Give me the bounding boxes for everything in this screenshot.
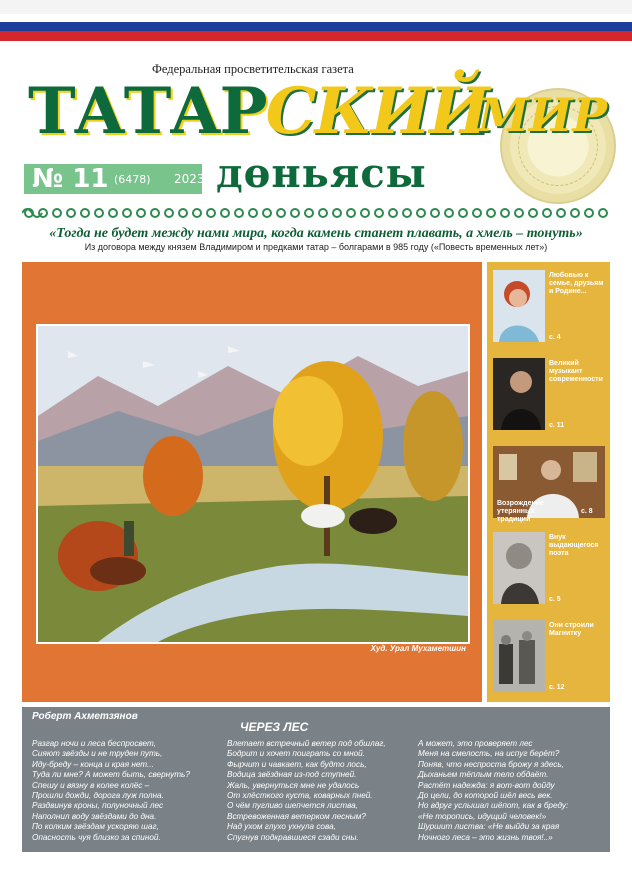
poem-line: Наполнил воду звёздами до дна. [32,811,157,821]
poem-line: Шуршит листва: «Не выйди за края [418,822,560,832]
thumb-poet-photo [493,532,545,604]
cover-painting [36,324,470,644]
flag-red-stripe [0,31,632,41]
poem-line: Туда ли мне? А может быть, свернуть? [32,770,190,780]
poem-line: «Не торопись, идущий человек!» [418,811,547,821]
poem-block [22,707,610,852]
poem-author: Роберт Ахметзянов [32,711,138,722]
poem-line: Спешу и вязну в колее колёс – [32,780,150,790]
sidebar-item-page: с. 8 [581,508,593,515]
poem-column-1 [32,739,190,843]
poem-line: Бодрит и хочет поиграть со мной. [227,749,365,759]
sidebar-item-title: Внук выдающегося поэта [549,534,599,557]
poem-line: Но вдруг услышал шёпот, как в бреду: [418,801,569,811]
painting-caption: Худ. Урал Мухаметшин [370,644,466,653]
poem-line: Водица звёздная из-под ступней. [227,770,357,780]
cover-art-frame [22,262,482,702]
poem-line: Растёт надежда: я вот-вот дойду [418,780,555,790]
poem-line: По колким звёздам ускоряю шаг, [32,822,159,832]
poem-line: Разгар ночи и леса беспросвет, [32,739,156,748]
thumb-builders-photo [493,620,545,692]
headline-quote: «Тогда не будет между нами мира, когда камень станет плавать, а хмель – тонуть» [49,226,583,241]
poem-line: Раздвинув кроны, полуночный лес [32,801,164,811]
masthead-part2: СКИЙ [265,74,488,149]
poem-line: Жаль, увернуться мне не удалось [227,780,360,790]
poem-column-2 [227,739,386,843]
poem-line: Фырчит и чавкает, как будто лось, [227,759,367,769]
masthead-donyasy: дөньясы [216,150,427,197]
sidebar-item-page: с. 12 [549,684,565,691]
sidebar-contents [487,262,610,702]
poem-line: А может, это проверяет лес [418,739,533,748]
issue-serial: (6478) [114,173,151,186]
poem-line: Меня на смелость, на испуг берёт? [418,749,560,759]
flag-white-stripe [0,0,632,15]
sidebar-item-page: с. 4 [549,334,561,341]
sidebar-item-title: Они строили Магнитку [549,622,594,637]
poem-line: Над ухом глухо ухнула сова, [227,822,336,832]
quote-source: Из договора между князем Владимиром и предками татар – болгарами в 985 году («Повесть временных лет») [84,242,548,252]
thumb-musician-photo [493,358,545,430]
flag-blue-stripe [0,22,632,31]
poem-line: От хлёсткого куста, коварных пней. [227,790,373,800]
poem-line: Спугнув подкравшиеся сзади сны. [227,832,359,842]
poem-line: Ночного леса – это жизнь твоя!..» [418,832,553,842]
poem-line: Опасность чуя близко за спиной. [32,832,161,842]
poem-line: О чём пугливо шепчется листва, [227,801,358,811]
ornament-border [22,204,610,222]
masthead-title [28,72,488,152]
sidebar-item-title: Возрождение утерянных традиций [497,500,544,523]
masthead-part1: ТАТАР [28,74,266,149]
issue-number: № 11 [32,164,109,194]
poem-line: Сияют звёзды и не труден путь, [32,749,163,759]
sidebar-item-page: с. 11 [549,422,565,429]
sidebar-item-page: с. 5 [549,596,561,603]
sidebar-item-title: Любовью к семье, друзьям и Родине... [549,272,604,295]
issue-badge [24,164,205,194]
poem-line: Дыханьем тёплым тело обдаёт. [418,770,549,780]
masthead-part3: МИР [478,88,607,142]
masthead-subtitle: Федеральная просветительская газета [152,62,354,76]
flag-white-band [0,14,632,22]
poem-line: Иду-бреду – конца и края нет... [32,759,154,769]
poem-line: Встревоженная ветерком лесным? [227,811,366,821]
poem-line: Влетает встречный ветер под обшлаг, [227,739,386,748]
poem-line: Прошли дожди, дорога луж полна. [32,790,164,800]
thumb-woman-photo [493,270,545,342]
poem-line: Поняв, что неспроста брожу я здесь, [418,759,564,769]
poem-column-3 [418,739,568,843]
poem-line: До цели, до которой шёл весь век. [418,790,553,800]
issue-year: 2023 [174,172,205,186]
sidebar-item-title: Великий музыкант современности [549,360,603,383]
poem-title: ЧЕРЕЗ ЛЕС [240,720,309,734]
